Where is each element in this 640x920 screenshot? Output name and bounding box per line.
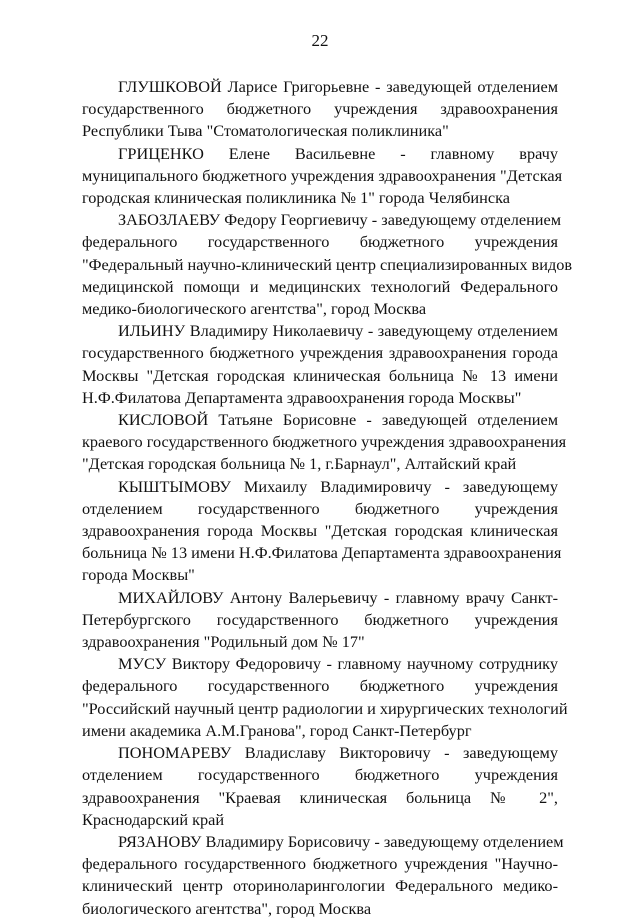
text-line: федерального государственного бюджетного учреждения — [82, 232, 558, 252]
text-line: МУСУ Виктору Федоровичу - главному научному сотруднику — [118, 654, 558, 674]
text-line: биологического агентства", город Москва — [82, 898, 372, 918]
text-line: Республики Тыва "Стоматологическая поликлиника" — [82, 121, 449, 141]
text-line: Москвы "Детская городская клиническая больница № 13 имени — [82, 365, 558, 385]
text-line: медицинской помощи и медицинских технологий Федерального — [82, 276, 558, 296]
text-line: "Российский научный центр радиологии и хирургических технологий — [82, 698, 568, 718]
list-item — [82, 76, 558, 143]
text-line: здравоохранения "Краевая клиническая больница № 2", — [82, 787, 558, 807]
text-line: ПОНОМАРЕВУ Владиславу Викторовичу - заведующему — [118, 743, 558, 763]
list-item — [82, 831, 564, 920]
list-item — [82, 653, 568, 742]
text-line: ЗАБОЗЛАЕВУ Федору Георгиевичу - заведующему отделением — [118, 210, 562, 230]
list-item — [82, 476, 562, 587]
text-line: государственного бюджетного учреждения здравоохранения города — [82, 343, 558, 363]
list-item — [82, 320, 558, 409]
page-number: 22 — [311, 31, 329, 50]
text-line: ГЛУШКОВОЙ Ларисе Григорьевне - заведующей отделением — [118, 77, 558, 96]
list-item — [82, 742, 558, 831]
text-line: государственного бюджетного учреждения здравоохранения — [82, 99, 558, 119]
text-line: РЯЗАНОВУ Владимиру Борисовичу - заведующему отделением — [118, 831, 564, 851]
text-line: медико-биологического агентства", город Москва — [82, 299, 427, 319]
text-line: Петербургского государственного бюджетного учреждения — [82, 609, 558, 629]
text-line: имени академика А.М.Гранова", город Санкт-Петербург — [82, 720, 472, 740]
text-line: городская клиническая поликлиника № 1" города Челябинска — [82, 188, 510, 208]
text-line: краевого государственного бюджетного учреждения здравоохранения — [82, 432, 567, 452]
text-line: федерального государственного бюджетного учреждения "Научно- — [82, 854, 558, 874]
text-line: больница № 13 имени Н.Ф.Филатова Департамента здравоохранения — [82, 543, 562, 563]
text-line: ИЛЬИНУ Владимиру Николаевичу - заведующему отделением — [118, 321, 558, 341]
text-line: клинический центр оториноларингологии Федерального медико- — [82, 876, 558, 896]
text-line: "Детская городская больница № 1, г.Барнаул", Алтайский край — [82, 454, 517, 474]
text-line: Н.Ф.Филатова Департамента здравоохранения города Москвы" — [82, 387, 522, 407]
list-item — [82, 209, 573, 320]
text-line: отделением государственного бюджетного учреждения — [82, 765, 558, 785]
list-item — [82, 409, 567, 476]
text-line: Краснодарский край — [82, 809, 225, 829]
text-line: "Федеральный научно-клинический центр специализированных видов — [82, 254, 573, 274]
text-line: города Москвы" — [82, 565, 195, 585]
text-line: здравоохранения города Москвы "Детская городская клиническая — [82, 521, 558, 541]
text-line: КИСЛОВОЙ Татьяне Борисовне - заведующей отделением — [118, 410, 558, 430]
text-line: МИХАЙЛОВУ Антону Валерьевичу - главному врачу Санкт- — [118, 587, 558, 607]
text-line: здравоохранения "Родильный дом № 17" — [82, 632, 365, 652]
text-line: КЫШТЫМОВУ Михаилу Владимировичу - заведующему — [118, 476, 558, 496]
text-line: муниципального бюджетного учреждения здравоохранения "Детская — [82, 165, 563, 185]
list-item — [82, 587, 558, 654]
list-item — [82, 143, 563, 210]
text-line: ГРИЦЕНКО Елене Васильевне - главному врачу — [118, 143, 558, 163]
text-line: федерального государственного бюджетного учреждения — [82, 676, 558, 696]
document-body — [82, 76, 573, 920]
text-line: отделением государственного бюджетного учреждения — [82, 498, 558, 518]
